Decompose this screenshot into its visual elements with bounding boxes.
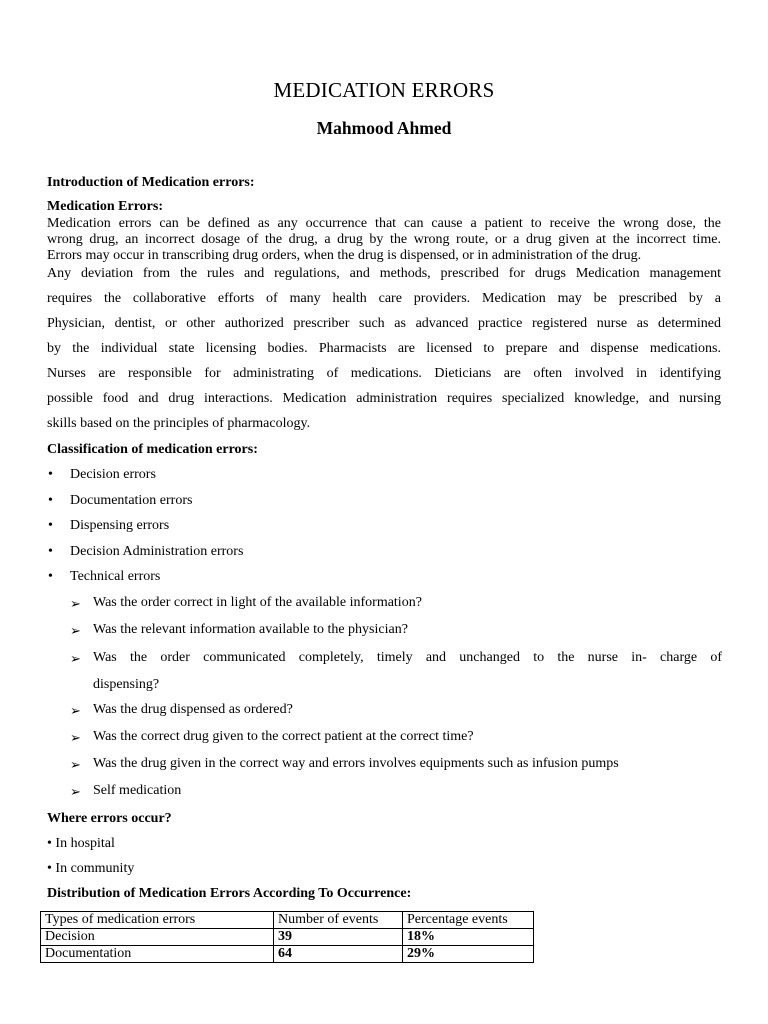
list-item: Decision errors — [70, 467, 156, 482]
paragraph-line: Medication errors can be defined as any occurrence that can cause a patient to receive the wrong dose, the — [47, 216, 721, 231]
bullet-icon: • — [48, 467, 53, 482]
arrow-bullet-icon: ➢ — [70, 784, 81, 799]
bullet-icon: • — [48, 493, 53, 508]
sub-list-item: Was the drug dispensed as ordered? — [93, 702, 293, 717]
arrow-bullet-icon: ➢ — [70, 703, 81, 718]
intro-heading: Introduction of Medication errors: — [47, 175, 255, 190]
paragraph-line: wrong drug, an incorrect dosage of the drug, a drug by the wrong route, or a drug given at the incorrect time. — [47, 232, 721, 247]
sub-list-item: Self medication — [93, 783, 182, 798]
arrow-bullet-icon: ➢ — [70, 596, 81, 611]
table-cell: 39 — [274, 929, 403, 946]
table-header-row — [41, 912, 534, 929]
list-item: Dispensing errors — [70, 518, 170, 533]
table-header-cell: Types of medication errors — [41, 912, 274, 929]
table-row — [41, 946, 534, 963]
sub-list-item-continuation: dispensing? — [93, 677, 160, 692]
paragraph-line: Nurses are responsible for administrating of medications. Dieticians are often involved in identifying — [47, 366, 721, 381]
bullet-icon: • — [48, 544, 53, 559]
where-heading: Where errors occur? — [47, 811, 172, 826]
table-row — [41, 929, 534, 946]
arrow-bullet-icon: ➢ — [70, 623, 81, 638]
sub-list-item: Was the drug given in the correct way and errors involves equipments such as infusion pumps — [93, 756, 619, 771]
paragraph-line: Any deviation from the rules and regulations, and methods, prescribed for drugs Medication management — [47, 266, 721, 281]
table-cell: 29% — [403, 946, 534, 963]
paragraph-line: skills based on the principles of pharmacology. — [47, 416, 311, 431]
paragraph-line: requires the collaborative efforts of many health care providers. Medication may be prescribed by a — [47, 291, 721, 306]
paragraph-line: by the individual state licensing bodies. Pharmacists are licensed to prepare and dispense medications. — [47, 341, 721, 356]
distribution-heading: Distribution of Medication Errors According To Occurrence: — [47, 886, 412, 901]
where-item: • In hospital — [47, 836, 115, 851]
distribution-table — [40, 911, 534, 963]
arrow-bullet-icon: ➢ — [70, 651, 81, 666]
table-header-cell: Percentage events — [403, 912, 534, 929]
sub-list-item: Was the relevant information available to the physician? — [93, 622, 408, 637]
author-name: Mahmood Ahmed — [316, 118, 452, 138]
bullet-icon: • — [48, 569, 53, 584]
table-header-cell: Number of events — [274, 912, 403, 929]
errors-paragraph — [47, 216, 721, 264]
sub-list-item: Was the correct drug given to the correct patient at the correct time? — [93, 729, 474, 744]
list-item: Decision Administration errors — [70, 544, 244, 559]
list-item: Technical errors — [70, 569, 161, 584]
arrow-bullet-icon: ➢ — [70, 757, 81, 772]
document-title: MEDICATION ERRORS — [273, 78, 495, 102]
classification-heading: Classification of medication errors: — [47, 442, 258, 457]
where-item: • In community — [47, 861, 135, 876]
table-cell: Decision — [41, 929, 274, 946]
table-cell: 64 — [274, 946, 403, 963]
paragraph-line: Physician, dentist, or other authorized prescriber such as advanced practice registered nurse as determined — [47, 316, 721, 331]
paragraph-line: Errors may occur in transcribing drug orders, when the drug is dispensed, or in administration of the drug. — [47, 248, 642, 263]
table-cell: 18% — [403, 929, 534, 946]
list-item: Documentation errors — [70, 493, 193, 508]
sub-list-item: Was the order communicated completely, timely and unchanged to the nurse in- charge of — [93, 650, 722, 665]
sub-list-item: Was the order correct in light of the available information? — [93, 595, 422, 610]
errors-heading: Medication Errors: — [47, 199, 163, 214]
bullet-icon: • — [48, 518, 53, 533]
paragraph-line: possible food and drug interactions. Medication administration requires specialized knowledge, and nursing — [47, 391, 721, 406]
arrow-bullet-icon: ➢ — [70, 730, 81, 745]
table-cell: Documentation — [41, 946, 274, 963]
